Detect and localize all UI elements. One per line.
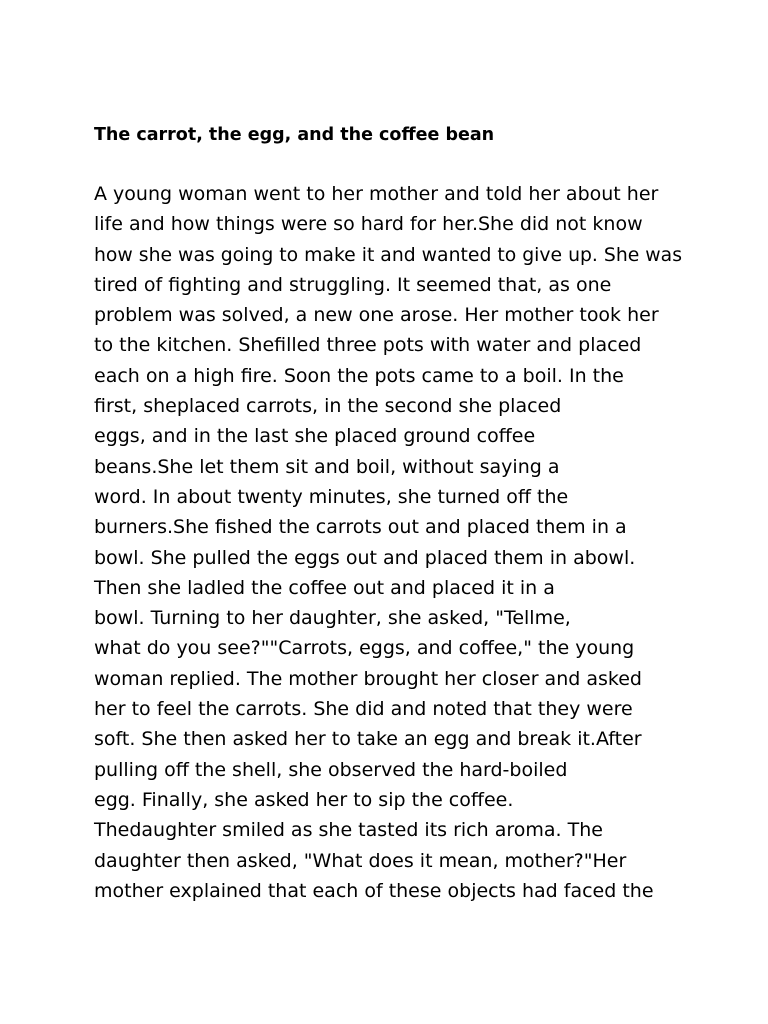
document-title: The carrot, the egg, and the coffee bean: [94, 125, 495, 145]
text-line: each on a high fire. Soon the pots came to a boil. In the: [94, 364, 624, 387]
text-line: eggs, and in the last she placed ground coffee: [94, 425, 536, 448]
text-line: A young woman went to her mother and told her about her: [94, 183, 659, 205]
text-line: word. In about twenty minutes, she turned off the: [94, 485, 569, 508]
text-line: woman replied. The mother brought her closer and asked: [94, 667, 642, 690]
text-line: her to feel the carrots. She did and noted that they were: [94, 698, 633, 721]
text-line: what do you see?""Carrots, eggs, and coffee," the young: [94, 637, 635, 660]
text-line: soft. She then asked her to take an egg and break it.After: [94, 728, 642, 751]
text-line: bowl. She pulled the eggs out and placed them in abowl.: [94, 546, 636, 569]
text-line: tired of fighting and struggling. It seemed that, as one: [94, 273, 612, 296]
text-line: Thedaughter smiled as she tasted its rich aroma. The: [94, 819, 603, 842]
text-line: burners.She fished the carrots out and placed them in a: [94, 516, 627, 539]
text-line: Then she ladled the coffee out and placed it in a: [94, 576, 555, 599]
text-line: first, sheplaced carrots, in the second she placed: [94, 395, 562, 418]
text-line: mother explained that each of these objects had faced the: [94, 879, 654, 902]
text-line: to the kitchen. Shefilled three pots with water and placed: [94, 334, 642, 357]
text-line: bowl. Turning to her daughter, she asked, "Tellme,: [94, 607, 571, 630]
text-line: beans.She let them sit and boil, without saying a: [94, 455, 560, 478]
text-line: problem was solved, a new one arose. Her mother took her: [94, 304, 659, 327]
text-line: how she was going to make it and wanted to give up. She was: [94, 243, 683, 266]
document-body: [94, 179, 694, 906]
text-line: pulling off the shell, she observed the hard-boiled: [94, 758, 568, 781]
text-line: egg. Finally, she asked her to sip the coffee.: [94, 788, 514, 811]
text-line: daughter then asked, "What does it mean, mother?"Her: [94, 849, 627, 872]
text-line: life and how things were so hard for her.She did not know: [94, 213, 643, 236]
